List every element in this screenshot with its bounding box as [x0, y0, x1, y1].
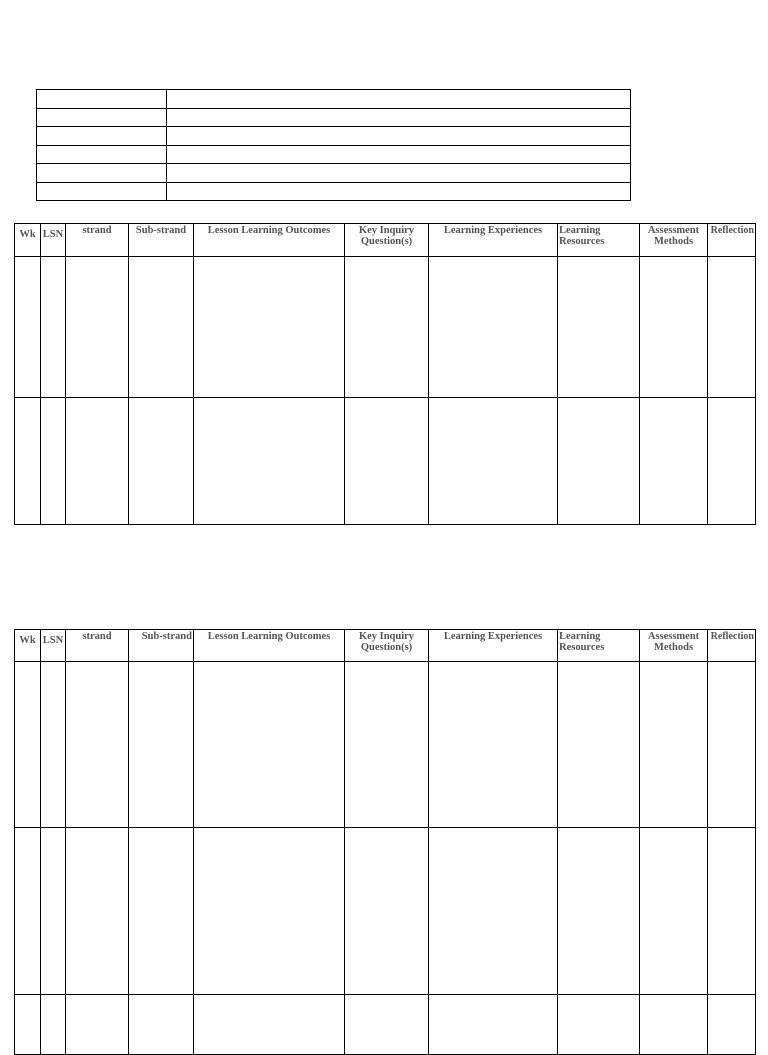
col-header-strand: strand	[66, 630, 129, 662]
col-header-assessment-methods: Assessment Methods	[640, 224, 708, 257]
cell-assessment-methods[interactable]	[640, 828, 708, 995]
cell-learning-outcomes[interactable]	[194, 398, 345, 525]
cell-sub-strand[interactable]	[129, 662, 194, 828]
cell-sub-strand[interactable]	[129, 828, 194, 995]
col-header-learning-outcomes: Lesson Learning Outcomes	[194, 630, 345, 662]
cell-wk[interactable]	[15, 662, 41, 828]
scheme-of-work-table	[14, 223, 756, 525]
cell-reflection[interactable]	[708, 398, 756, 525]
cell-learning-resources[interactable]	[558, 995, 640, 1055]
cell-learning-outcomes[interactable]	[194, 662, 345, 828]
info-row	[37, 164, 631, 183]
cell-wk[interactable]	[15, 995, 41, 1055]
col-header-key-inquiry: Key Inquiry Question(s)	[345, 630, 429, 662]
cell-reflection[interactable]	[708, 257, 756, 398]
info-row	[37, 90, 631, 109]
table-row	[15, 828, 756, 995]
cell-assessment-methods[interactable]	[640, 398, 708, 525]
col-header-reflection: Reflection	[708, 224, 756, 257]
cell-key-inquiry[interactable]	[345, 995, 429, 1055]
info-label-cell[interactable]	[37, 145, 167, 164]
cell-lsn[interactable]	[41, 662, 66, 828]
cell-learning-resources[interactable]	[558, 828, 640, 995]
info-row	[37, 108, 631, 127]
table-row	[15, 995, 756, 1055]
cell-learning-experiences[interactable]	[429, 828, 558, 995]
cell-key-inquiry[interactable]	[345, 828, 429, 995]
cell-learning-resources[interactable]	[558, 398, 640, 525]
cell-strand[interactable]	[66, 662, 129, 828]
cell-learning-resources[interactable]	[558, 662, 640, 828]
col-header-learning-resources: Learning Resources	[558, 224, 640, 257]
col-header-wk: Wk	[15, 224, 41, 257]
cell-reflection[interactable]	[708, 995, 756, 1055]
cell-lsn[interactable]	[41, 828, 66, 995]
col-header-learning-experiences: Learning Experiences	[429, 630, 558, 662]
cell-assessment-methods[interactable]	[640, 995, 708, 1055]
info-value-cell[interactable]	[167, 145, 631, 164]
header-row	[15, 224, 756, 257]
info-label-cell[interactable]	[37, 182, 167, 201]
col-header-strand: strand	[66, 224, 129, 257]
cell-learning-outcomes[interactable]	[194, 995, 345, 1055]
cell-reflection[interactable]	[708, 828, 756, 995]
cell-strand[interactable]	[66, 398, 129, 525]
cell-sub-strand[interactable]	[129, 995, 194, 1055]
info-label-cell[interactable]	[37, 108, 167, 127]
table-row	[15, 662, 756, 828]
cell-lsn[interactable]	[41, 995, 66, 1055]
cell-learning-outcomes[interactable]	[194, 828, 345, 995]
info-label-cell[interactable]	[37, 164, 167, 183]
col-header-sub-strand: Sub-strand	[129, 630, 194, 662]
cell-sub-strand[interactable]	[129, 257, 194, 398]
col-header-sub-strand: Sub-strand	[129, 224, 194, 257]
table-row	[15, 257, 756, 398]
cell-lsn[interactable]	[41, 257, 66, 398]
cell-wk[interactable]	[15, 828, 41, 995]
info-row	[37, 127, 631, 146]
cell-learning-experiences[interactable]	[429, 662, 558, 828]
cell-key-inquiry[interactable]	[345, 398, 429, 525]
cell-learning-experiences[interactable]	[429, 995, 558, 1055]
col-header-learning-experiences: Learning Experiences	[429, 224, 558, 257]
info-value-cell[interactable]	[167, 164, 631, 183]
info-value-cell[interactable]	[167, 108, 631, 127]
info-value-cell[interactable]	[167, 127, 631, 146]
cell-wk[interactable]	[15, 398, 41, 525]
col-header-learning-resources: Learning Resources	[558, 630, 640, 662]
info-label-cell[interactable]	[37, 127, 167, 146]
cell-assessment-methods[interactable]	[640, 257, 708, 398]
cell-reflection[interactable]	[708, 662, 756, 828]
cell-key-inquiry[interactable]	[345, 662, 429, 828]
cell-learning-resources[interactable]	[558, 257, 640, 398]
info-table	[36, 89, 631, 201]
header-row	[15, 630, 756, 662]
col-header-assessment-methods: Assessment Methods	[640, 630, 708, 662]
cell-strand[interactable]	[66, 257, 129, 398]
scheme-of-work-table	[14, 629, 756, 1055]
cell-learning-outcomes[interactable]	[194, 257, 345, 398]
info-row	[37, 182, 631, 201]
col-header-lsn: LSN	[41, 630, 66, 662]
info-label-cell[interactable]	[37, 90, 167, 109]
table-row	[15, 398, 756, 525]
info-value-cell[interactable]	[167, 182, 631, 201]
cell-learning-experiences[interactable]	[429, 398, 558, 525]
cell-sub-strand[interactable]	[129, 398, 194, 525]
col-header-wk: Wk	[15, 630, 41, 662]
col-header-key-inquiry: Key Inquiry Question(s)	[345, 224, 429, 257]
info-value-cell[interactable]	[167, 90, 631, 109]
cell-key-inquiry[interactable]	[345, 257, 429, 398]
cell-wk[interactable]	[15, 257, 41, 398]
cell-learning-experiences[interactable]	[429, 257, 558, 398]
info-row	[37, 145, 631, 164]
cell-lsn[interactable]	[41, 398, 66, 525]
cell-strand[interactable]	[66, 828, 129, 995]
cell-strand[interactable]	[66, 995, 129, 1055]
col-header-learning-outcomes: Lesson Learning Outcomes	[194, 224, 345, 257]
col-header-lsn: LSN	[41, 224, 66, 257]
cell-assessment-methods[interactable]	[640, 662, 708, 828]
col-header-reflection: Reflection	[708, 630, 756, 662]
